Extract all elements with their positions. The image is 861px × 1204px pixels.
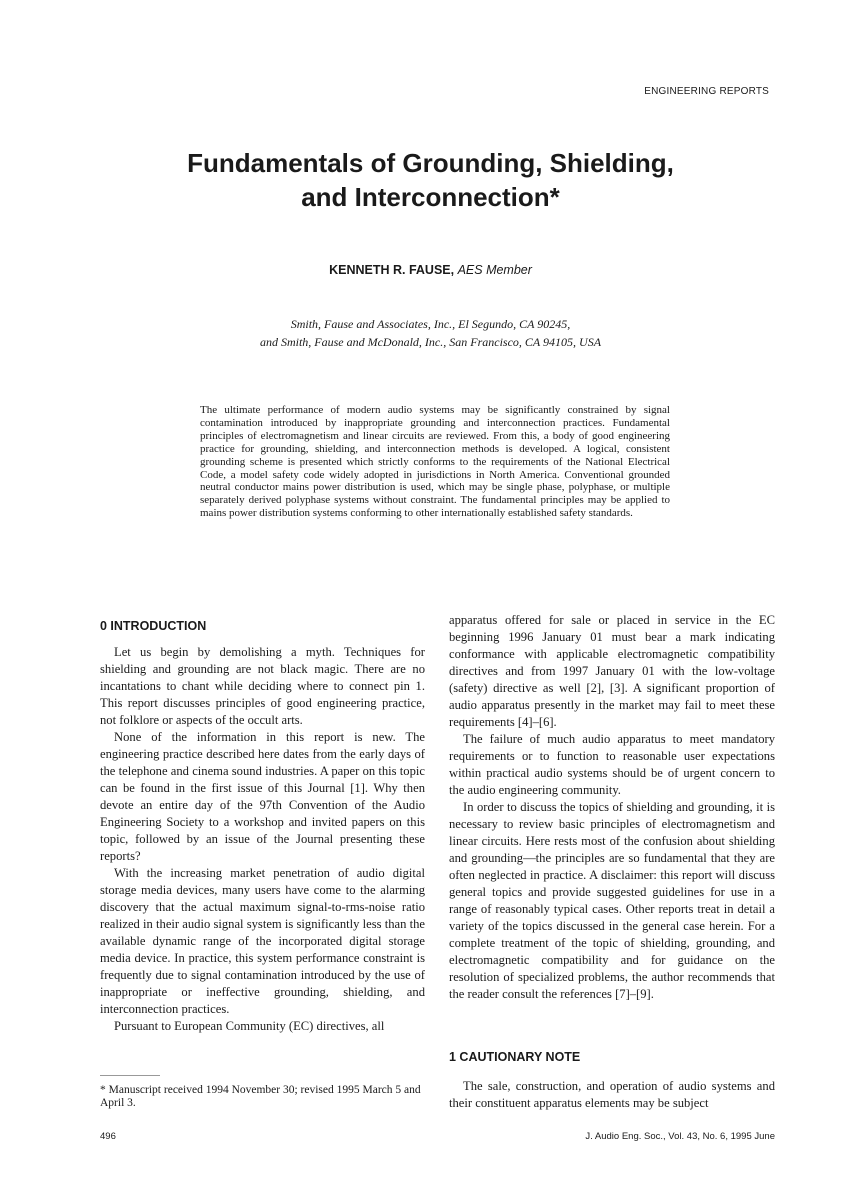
author-line <box>0 263 861 277</box>
cautionary-note-body <box>449 1078 775 1112</box>
author-name: KENNETH R. FAUSE, <box>329 263 455 277</box>
affiliation-line-1: Smith, Fause and Associates, Inc., El Segundo, CA 90245, <box>290 317 571 331</box>
paragraph: apparatus offered for sale or placed in service in the EC beginning 1996 January 01 must bear a mark indicating conformance with applicable electromagnetic compatibility directives and from 1997 January 01 with the low-voltage (safety) directive as well [2], [3]. A significant proportion of audio apparatus presently in the market may fail to meet these requirements [4]–[6]. <box>449 613 775 729</box>
affiliation-line-2: and Smith, Fause and McDonald, Inc., San Francisco, CA 94105, USA <box>259 335 602 349</box>
paragraph: Pursuant to European Community (EC) directives, all <box>114 1019 385 1033</box>
left-column <box>100 644 425 1035</box>
journal-citation: J. Audio Eng. Soc., Vol. 43, No. 6, 1995 June <box>585 1131 775 1142</box>
paragraph: In order to discuss the topics of shielding and grounding, it is necessary to review basic principles of electromagnetism and linear circuits. Here rests most of the confusion about shielding and grounding—the principles are so fundamental that they are often neglected in practice. A disclaimer: this report will discuss general topics and provide suggested guidelines for use in a range of reasonably typical cases. Other reports treat in detail a variety of the topics discussed in the general case herein. For a complete treatment of the topic of shielding, grounding, and electromagnetic compatibility and for guidance on the resolution of specialized problems, the author recommends that the reader consult the references [7]–[9]. <box>449 800 775 1001</box>
paragraph: With the increasing market penetration of audio digital storage media devices, many users have come to the alarming discovery that the actual maximum signal-to-rms-noise ratio realized in their audio signal system is significantly less than the available dynamic range of the incorporated digital storage media device. In practice, this system performance constraint is frequently due to signal contamination introduced by the use of inappropriate or ineffective grounding, shielding, and interconnection practices. <box>100 866 425 1016</box>
paragraph: Let us begin by demolishing a myth. Techniques for shielding and grounding are not black magic. There are no incantations to chant while deciding where to connect pin 1. This report discusses principles of good engineering practice, not folklore or aspects of the occult arts. <box>100 645 425 727</box>
right-column <box>449 612 775 1003</box>
title-line-1: Fundamentals of Grounding, Shielding, <box>187 148 674 178</box>
running-header: ENGINEERING REPORTS <box>644 86 769 97</box>
paragraph: None of the information in this report is new. The engineering practice described here dates from the early days of the telephone and cinema sound industries. A paper on this topic can be found in the first issue of this Journal [1]. Why then devote an entire day of the 97th Convention of the Audio Engineering Society to a workshop and invited papers on this topic, followed by an issue of the Journal presenting these reports? <box>100 730 425 863</box>
paragraph: The failure of much audio apparatus to meet mandatory requirements or to function to reasonable user expectations within practical audio systems should be of urgent concern to the audio engineering community. <box>449 732 775 797</box>
affiliation <box>0 315 861 351</box>
paper-title <box>0 146 861 214</box>
author-membership: AES Member <box>457 263 532 277</box>
section-heading-introduction: 0 INTRODUCTION <box>100 619 207 633</box>
abstract: The ultimate performance of modern audio systems may be significantly constrained by signal contamination introduced by inappropriate grounding and interconnection practices. Fundamental principles of electromagnetism and linear circuits are reviewed. From this, a body of good engineering practice for grounding, shielding, and interconnection methods is developed. A logical, consistent grounding scheme is presented which strictly conforms to the requirements of the National Electrical Code, a model safety code widely adopted in jurisdictions in North America. Conventional grounded neutral conductor mains power distribution is used, which may be single phase, polyphase, or multiple separately derived polyphase systems without constraint. The fundamental principles may be applied to mains power distribution systems conforming to other internationally established safety standards. <box>200 404 670 520</box>
page-number: 496 <box>100 1131 116 1142</box>
footnote-divider <box>100 1075 160 1076</box>
title-line-2: and Interconnection* <box>301 182 560 212</box>
section-heading-cautionary-note: 1 CAUTIONARY NOTE <box>449 1050 581 1064</box>
footnote: * Manuscript received 1994 November 30; revised 1995 March 5 and April 3. <box>100 1084 421 1109</box>
paragraph: The sale, construction, and operation of audio systems and their constituent apparatus elements may be subject <box>449 1079 775 1110</box>
